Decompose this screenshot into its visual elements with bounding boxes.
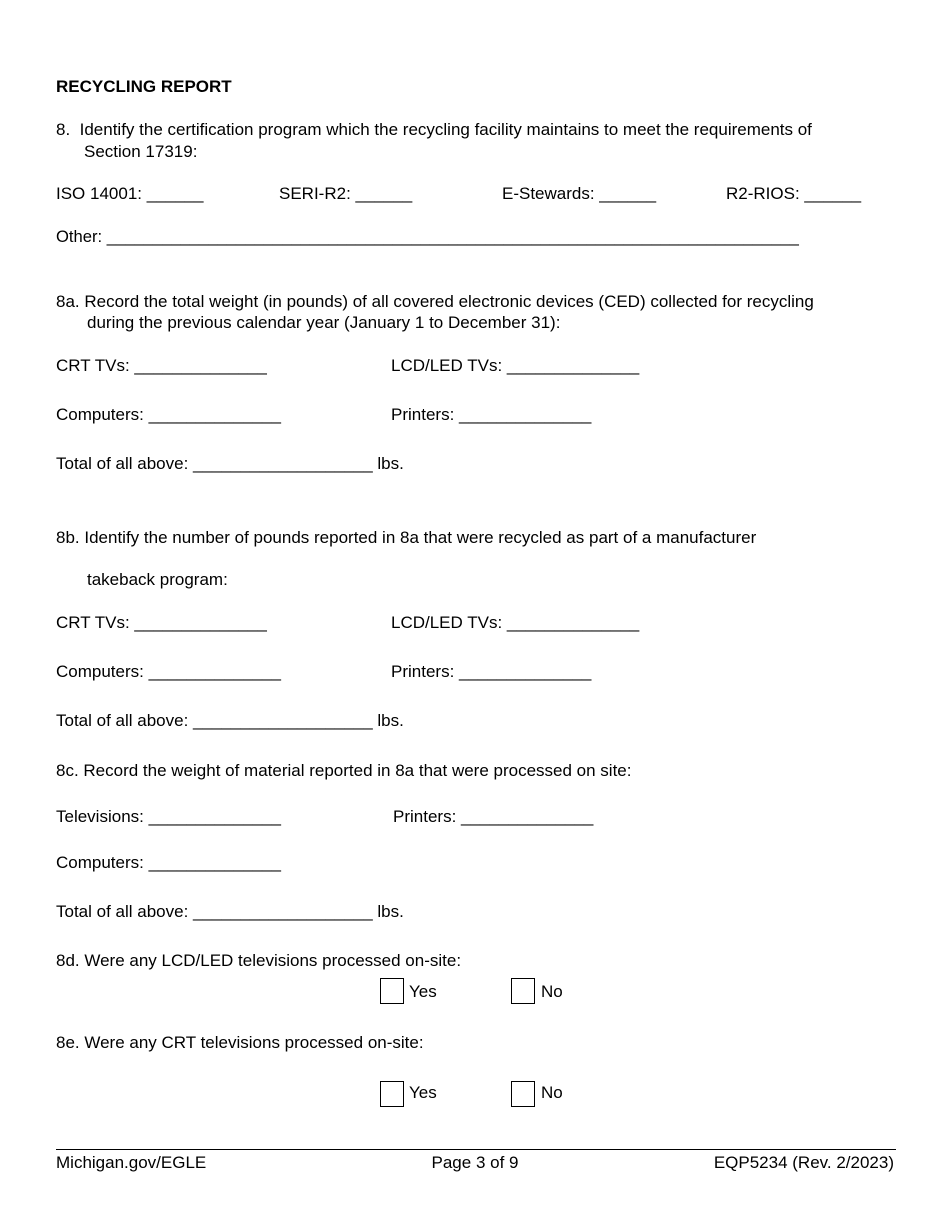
q8b-line2: takeback program: bbox=[87, 570, 228, 589]
q8d-question: 8d. Were any LCD/LED televisions processed on-site: bbox=[56, 951, 462, 970]
q8b-printers-field[interactable]: Printers: ______________ bbox=[391, 662, 592, 681]
footer-divider bbox=[56, 1149, 896, 1150]
q8c-televisions-field[interactable]: Televisions: ______________ bbox=[56, 807, 281, 826]
r2-rios-field[interactable]: R2-RIOS: ______ bbox=[726, 184, 862, 203]
q8-line1: 8. Identify the certification program which the recycling facility maintains to meet the requirements of bbox=[56, 120, 812, 139]
q8c-total-field[interactable]: Total of all above: ___________________ lbs. bbox=[56, 902, 404, 921]
q8b-line1: 8b. Identify the number of pounds reported in 8a that were recycled as part of a manufacturer bbox=[56, 528, 757, 547]
q8d-yes-label: Yes bbox=[409, 982, 437, 1001]
q8a-printers-field[interactable]: Printers: ______________ bbox=[391, 405, 592, 424]
q8b-crt-tvs-field[interactable]: CRT TVs: ______________ bbox=[56, 613, 267, 632]
q8c-line1: 8c. Record the weight of material reported in 8a that were processed on site: bbox=[56, 761, 632, 780]
footer-form-id: EQP5234 (Rev. 2/2023) bbox=[713, 1153, 894, 1172]
q8d-yes-checkbox[interactable] bbox=[380, 978, 404, 1004]
q8b-computers-field[interactable]: Computers: ______________ bbox=[56, 662, 281, 681]
q8e-no-label: No bbox=[541, 1083, 563, 1102]
q8e-no-checkbox[interactable] bbox=[511, 1081, 535, 1107]
q8a-crt-tvs-field[interactable]: CRT TVs: ______________ bbox=[56, 356, 267, 375]
q8a-computers-field[interactable]: Computers: ______________ bbox=[56, 405, 281, 424]
q8a-total-field[interactable]: Total of all above: ___________________ lbs. bbox=[56, 454, 404, 473]
q8d-no-label: No bbox=[541, 982, 563, 1001]
seri-r2-field[interactable]: SERI-R2: ______ bbox=[279, 184, 413, 203]
q8b-lcd-led-tvs-field[interactable]: LCD/LED TVs: ______________ bbox=[391, 613, 640, 632]
q8a-lcd-led-tvs-field[interactable]: LCD/LED TVs: ______________ bbox=[391, 356, 640, 375]
q8d-no-checkbox[interactable] bbox=[511, 978, 535, 1004]
footer-page-number: Page 3 of 9 bbox=[431, 1153, 519, 1172]
iso-14001-field[interactable]: ISO 14001: ______ bbox=[56, 184, 204, 203]
q8e-yes-label: Yes bbox=[409, 1083, 437, 1102]
other-field[interactable]: Other: ___________________________________________________________________________ bbox=[56, 227, 799, 246]
q8a-line2: during the previous calendar year (January 1 to December 31): bbox=[87, 313, 561, 332]
e-stewards-field[interactable]: E-Stewards: ______ bbox=[502, 184, 657, 203]
q8e-question: 8e. Were any CRT televisions processed on-site: bbox=[56, 1033, 424, 1052]
q8-line2: Section 17319: bbox=[84, 142, 198, 161]
q8e-yes-checkbox[interactable] bbox=[380, 1081, 404, 1107]
footer-website: Michigan.gov/EGLE bbox=[56, 1153, 207, 1172]
q8b-total-field[interactable]: Total of all above: ___________________ lbs. bbox=[56, 711, 404, 730]
q8a-line1: 8a. Record the total weight (in pounds) of all covered electronic devices (CED) collected for recycling bbox=[56, 292, 814, 311]
section-title: RECYCLING REPORT bbox=[56, 77, 232, 96]
q8c-computers-field[interactable]: Computers: ______________ bbox=[56, 853, 281, 872]
q8c-printers-field[interactable]: Printers: ______________ bbox=[393, 807, 594, 826]
